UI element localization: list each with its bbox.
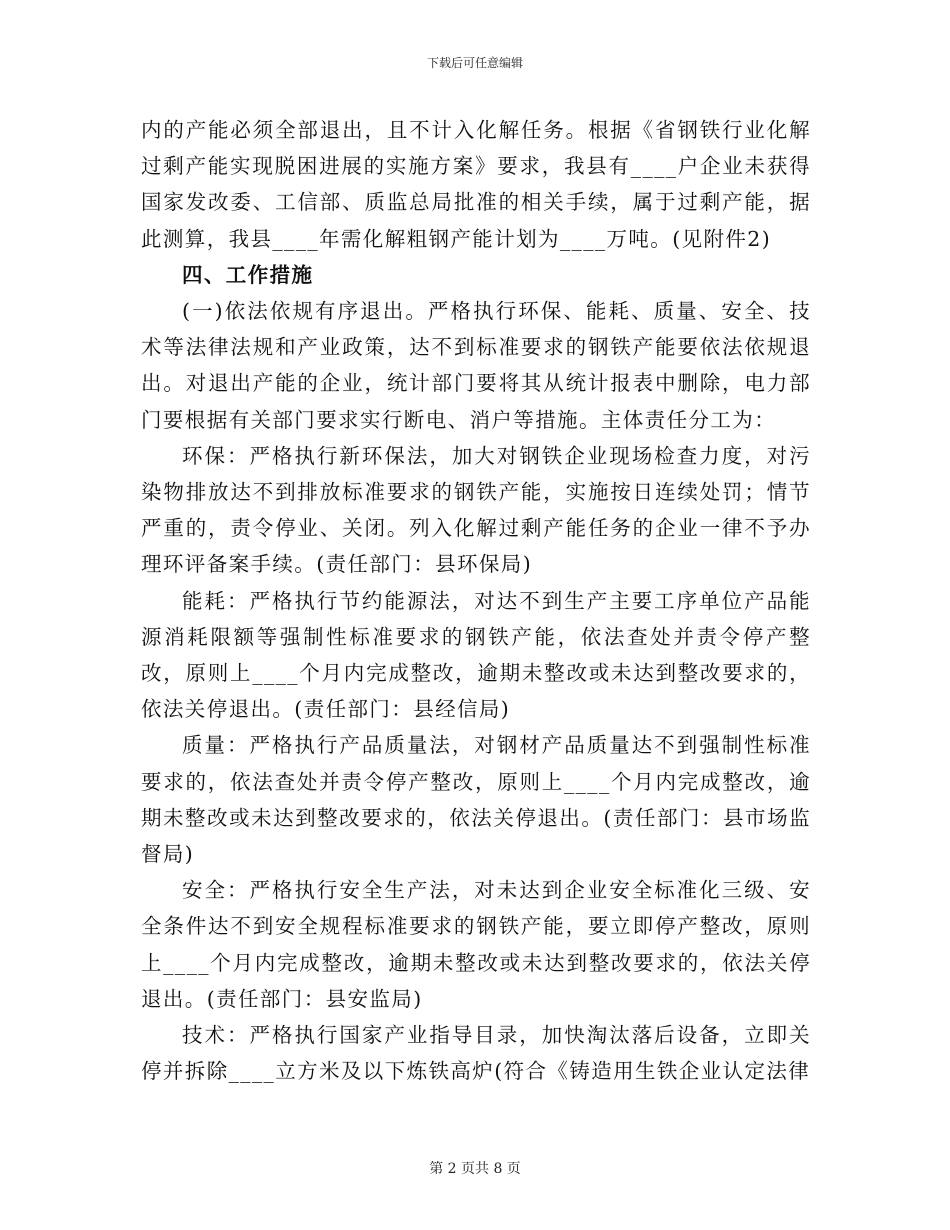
page-header: 下载后可任意编辑 [426,56,523,70]
paragraph-safety: 安全：严格执行安全生产法，对未达到企业安全标准化三级、安全条件达不到安全规程标准要求的钢铁产能，要立即停产整改，原则上____个月内完成整改，逾期未整改或未达到整改要求的，依法关停退出。(责任部门：县安监局) [141,878,811,1011]
paragraph-energy: 能耗：严格执行节约能源法，对达不到生产主要工序单位产品能源消耗限额等强制性标准要求的钢铁产能，依法查处并责令停产整改，原则上____个月内完成整改，逾期未整改或未达到整改要求的，依法关停退出。(责任部门：县经信局) [141,588,811,722]
section-heading-work-measures: 四、工作措施 [182,262,314,287]
page-number-footer: 第 2 页共 8 页 [429,1161,521,1177]
paragraph-technology: 技术：严格执行国家产业指导目录，加快淘汰落后设备，立即关停并拆除____立方米及以下炼铁高炉(符合《铸造用生铁企业认定法律 [141,1023,811,1084]
paragraph-orderly-exit: (一)依法依规有序退出。严格执行环保、能耗、质量、安全、技术等法律法规和产业政策，达不到标准要求的钢铁产能要依法依规退出。对退出产能的企业，统计部门要将其从统计报表中删除，电力部门要根据有关部门要求实行断电、消户等措施。主体责任分工为： [141,299,812,432]
paragraph-quality: 质量：严格执行产品质量法，对钢材产品质量达不到强制性标准要求的，依法查处并责令停产整改，原则上____个月内完成整改，逾期未整改或未达到整改要求的，依法关停退出。(责任部门：县市场监督局) [141,733,811,867]
paragraph-continuation: 内的产能必须全部退出，且不计入化解任务。根据《省钢铁行业化解过剩产能实现脱困进展的实施方案》要求，我县有____户企业未获得国家发改委、工信部、质监总局批准的相关手续，属于过剩产能，据此测算，我县____年需化解粗钢产能计划为____万吨。(见附件2) [141,118,811,251]
document-body [141,112,811,1089]
paragraph-environmental: 环保：严格执行新环保法，加大对钢铁企业现场检查力度，对污染物排放达不到排放标准要求的钢铁产能，实施按日连续处罚；情节严重的，责令停业、关闭。列入化解过剩产能任务的企业一律不予办理环评备案手续。(责任部门：县环保局) [141,443,811,577]
